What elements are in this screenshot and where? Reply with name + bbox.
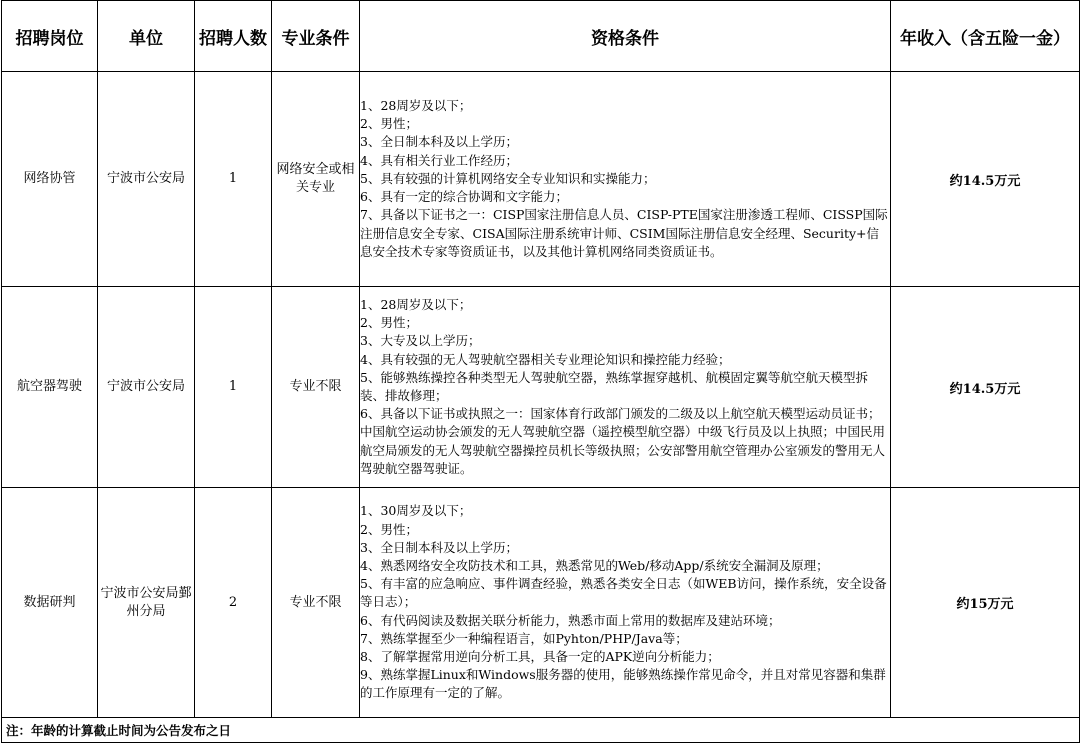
qualification-item: 9、熟练掌握Linux和Windows服务器的使用，能够熟练操作常见命令，并且对常见容器和集群的工作原理有一定的了解。 bbox=[360, 667, 886, 701]
table-row bbox=[2, 72, 1080, 287]
recruitment-table bbox=[1, 0, 1080, 743]
qualification-item: 3、全日制本科及以上学历； bbox=[360, 134, 518, 150]
cell-position: 航空器驾驶 bbox=[2, 287, 98, 488]
header-qualifications: 资格条件 bbox=[360, 1, 891, 72]
cell-major: 网络安全或相关专业 bbox=[272, 72, 360, 287]
qualification-item: 1、28周岁及以下； bbox=[360, 296, 472, 312]
qualification-item: 1、28周岁及以下； bbox=[360, 98, 472, 114]
cell-unit: 宁波市公安局 bbox=[98, 287, 195, 488]
cell-major: 专业不限 bbox=[272, 488, 360, 718]
table-note: 注：年龄的计算截止时间为公告发布之日 bbox=[2, 718, 1080, 743]
cell-major: 专业不限 bbox=[272, 287, 360, 488]
cell-count: 1 bbox=[195, 287, 272, 488]
cell-qualifications bbox=[360, 72, 891, 287]
qualification-item: 3、全日制本科及以上学历； bbox=[360, 539, 518, 555]
cell-count: 2 bbox=[195, 488, 272, 718]
qualification-item: 6、具备以下证书或执照之一：国家体育行政部门颁发的二级及以上航空航天模型运动员证书；中国航空运动协会颁发的无人驾驶航空器（遥控模型航空器）中级飞行员及以上执照；中国民用航空局颁发的无人驾驶航空器操控员机长等级执照；公安部警用航空管理办公室颁发的警用无人驾驶航空器驾驶证。 bbox=[360, 406, 886, 476]
cell-unit: 宁波市公安局鄞州分局 bbox=[98, 488, 195, 718]
header-count: 招聘人数 bbox=[195, 1, 272, 72]
header-unit: 单位 bbox=[98, 1, 195, 72]
cell-unit: 宁波市公安局 bbox=[98, 72, 195, 287]
qualification-item: 2、男性； bbox=[360, 521, 418, 537]
qualification-item: 4、熟悉网络安全攻防技术和工具，熟悉常见的Web/移动App/系统安全漏洞及原理； bbox=[360, 557, 829, 573]
note-row bbox=[2, 718, 1080, 743]
qualification-item: 7、熟练掌握至少一种编程语言，如Pyhton/PHP/Java等； bbox=[360, 630, 688, 646]
cell-count: 1 bbox=[195, 72, 272, 287]
qualification-item: 3、大专及以上学历； bbox=[360, 333, 481, 349]
qualification-item: 5、有丰富的应急响应、事件调查经验，熟悉各类安全日志（如WEB访问，操作系统，安全设备等日志）； bbox=[360, 576, 887, 610]
cell-position: 数据研判 bbox=[2, 488, 98, 718]
qualification-item: 2、男性； bbox=[360, 116, 418, 132]
qualification-item: 6、具有一定的综合协调和文字能力； bbox=[360, 189, 568, 205]
cell-position: 网络协管 bbox=[2, 72, 98, 287]
cell-qualifications bbox=[360, 287, 891, 488]
header-income: 年收入（含五险一金） bbox=[891, 1, 1080, 72]
cell-qualifications bbox=[360, 488, 891, 718]
header-row bbox=[2, 1, 1080, 72]
qualification-item: 1、30周岁及以下； bbox=[360, 503, 472, 519]
cell-income: 约14.5万元 bbox=[891, 287, 1080, 488]
header-major: 专业条件 bbox=[272, 1, 360, 72]
qualification-item: 5、能够熟练操控各种类型无人驾驶航空器，熟练掌握穿越机、航模固定翼等航空航天模型拆装、排故修理； bbox=[360, 369, 868, 403]
qualification-item: 7、具备以下证书之一：CISP国家注册信息人员、CISP-PTE国家注册渗透工程师、CISSP国际注册信息安全专家、CISA国际注册系统审计师、CSIM国际注册信息安全经理、Security+信息安全技术专家等资质证书，以及其他计算机网络同类资质证书。 bbox=[360, 207, 888, 259]
table-row bbox=[2, 488, 1080, 718]
cell-income: 约15万元 bbox=[891, 488, 1080, 718]
header-position: 招聘岗位 bbox=[2, 1, 98, 72]
qualification-item: 5、具有较强的计算机网络安全专业知识和实操能力； bbox=[360, 170, 656, 186]
table-row bbox=[2, 287, 1080, 488]
qualification-item: 8、了解掌握常用逆向分析工具，具备一定的APK逆向分析能力； bbox=[360, 649, 720, 664]
qualification-item: 2、男性； bbox=[360, 315, 418, 331]
cell-income: 约14.5万元 bbox=[891, 72, 1080, 287]
qualification-item: 6、有代码阅读及数据关联分析能力，熟悉市面上常用的数据库及建站环境； bbox=[360, 612, 781, 628]
qualification-item: 4、具有较强的无人驾驶航空器相关专业理论知识和操控能力经验； bbox=[360, 351, 731, 367]
qualification-item: 4、具有相关行业工作经历； bbox=[360, 152, 518, 168]
